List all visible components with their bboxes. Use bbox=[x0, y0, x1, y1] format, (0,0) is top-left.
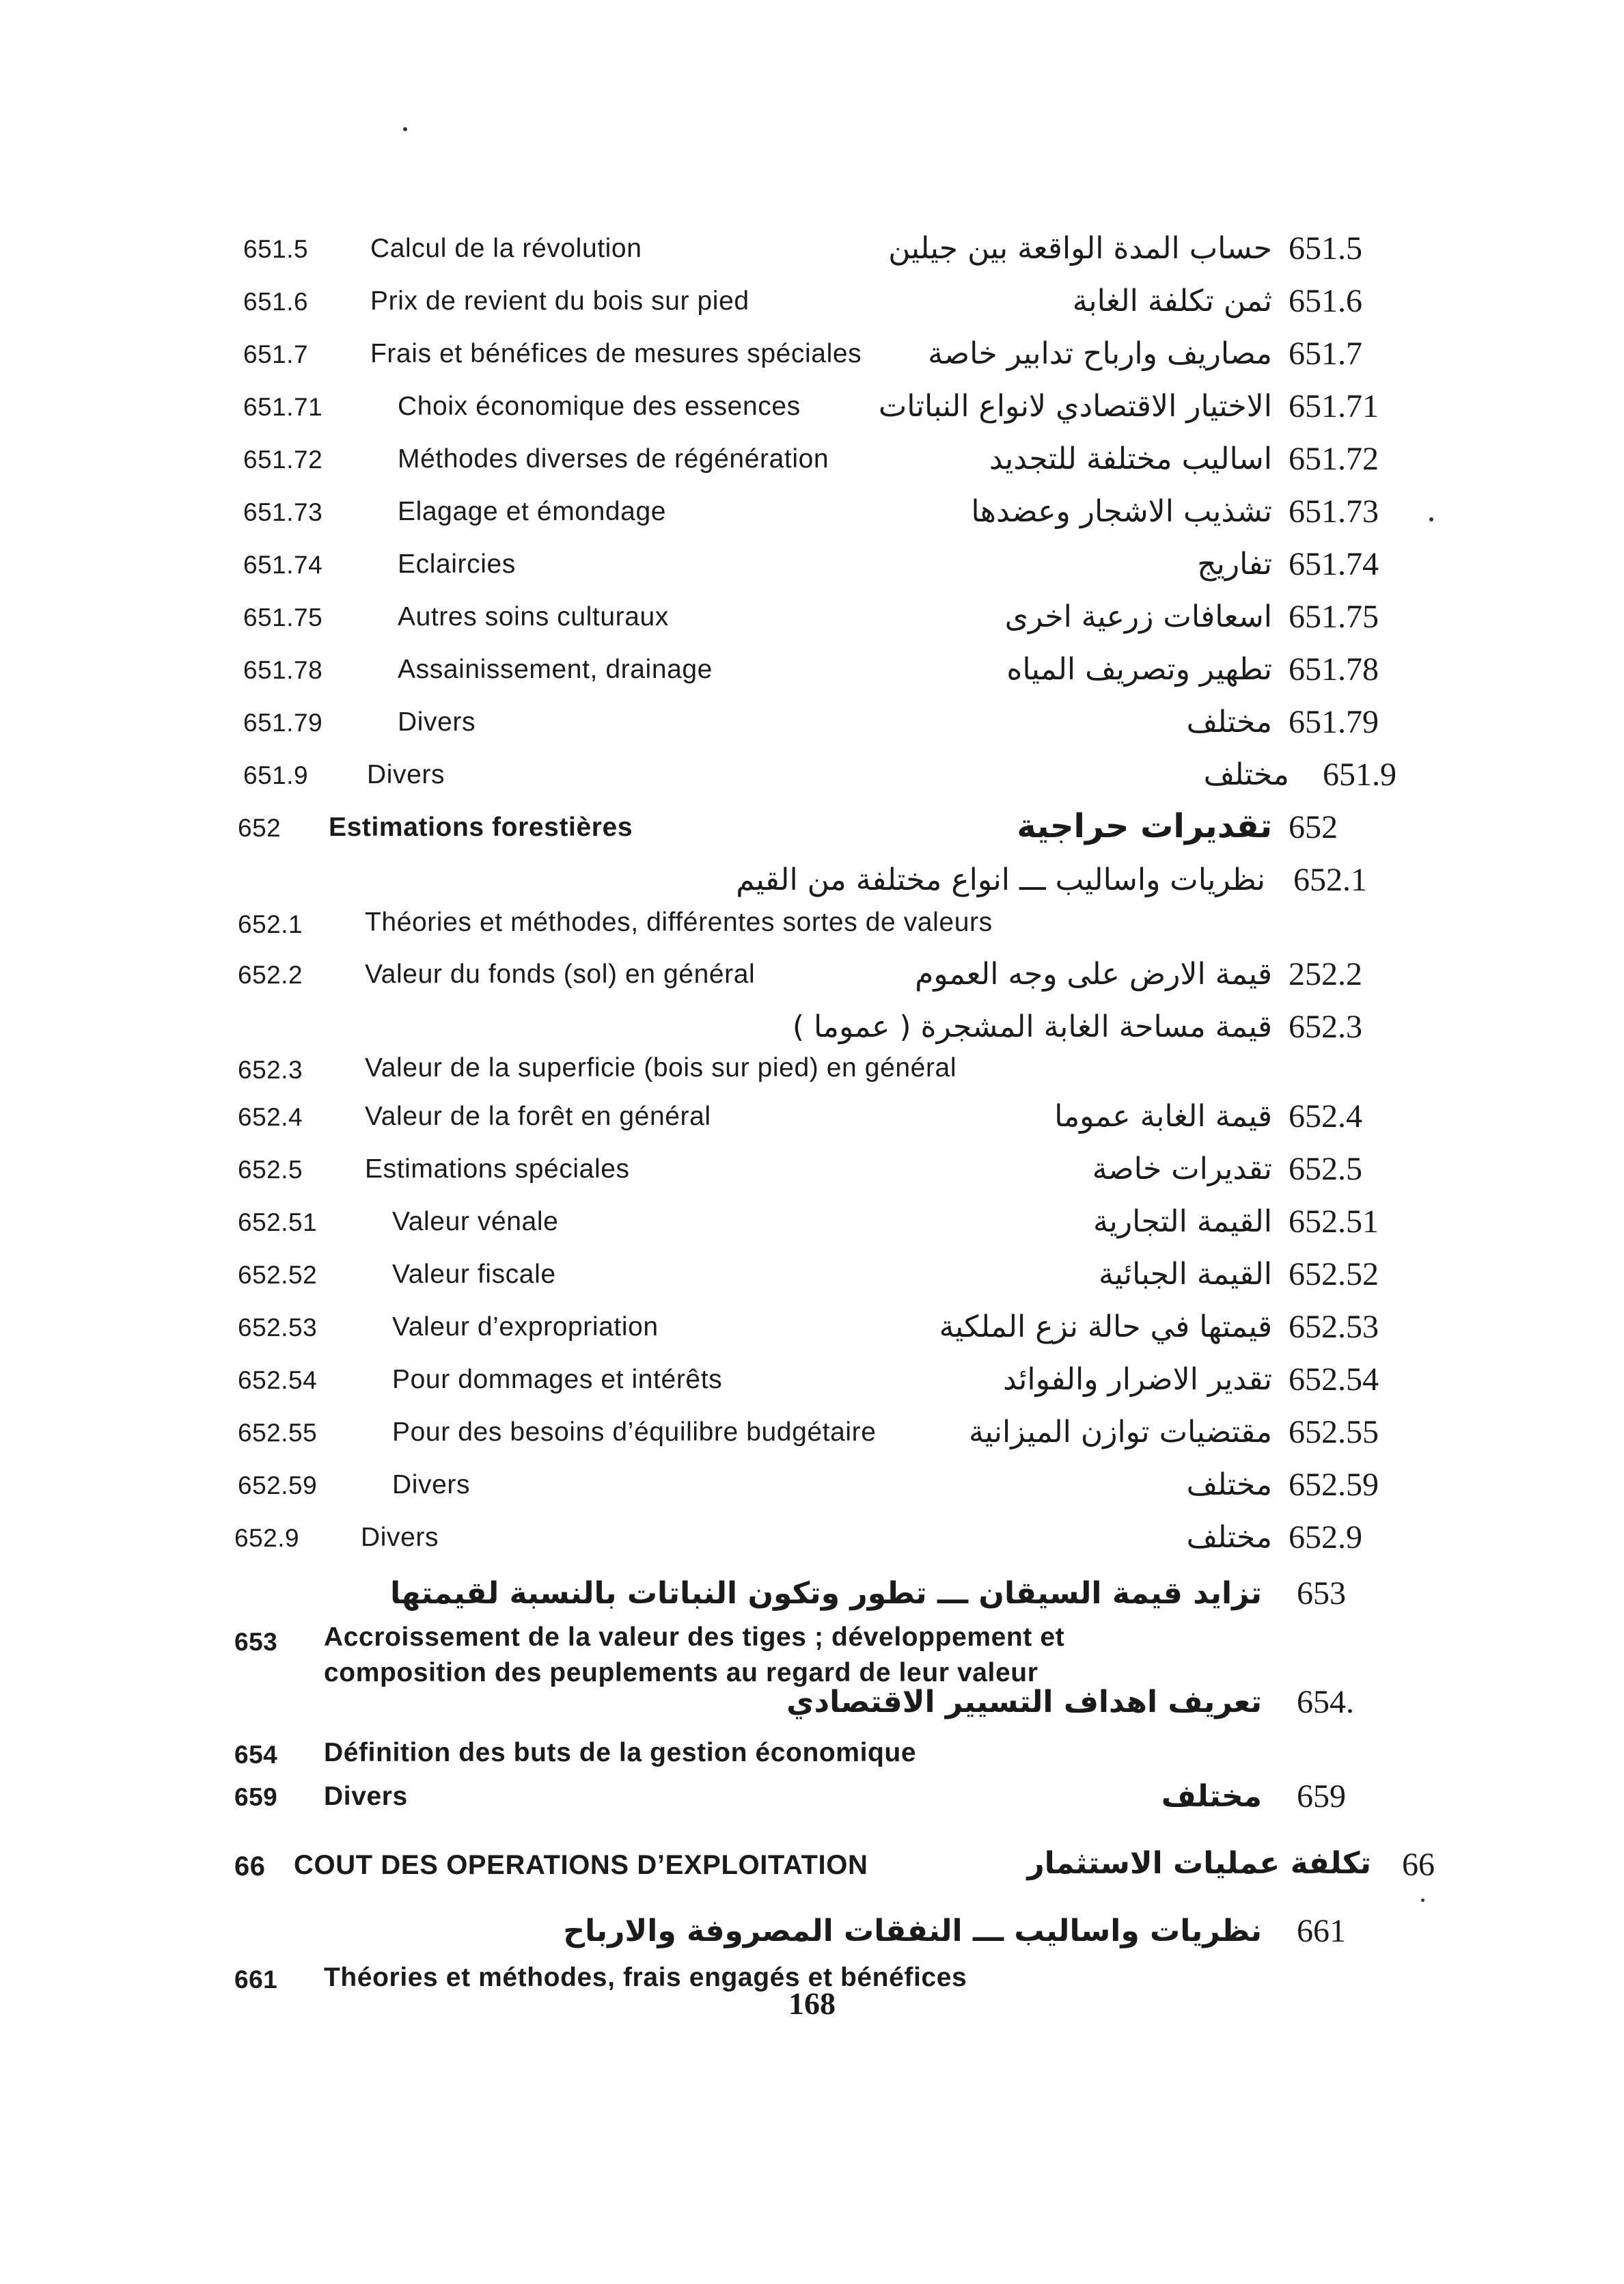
entry-code: 659 bbox=[234, 1783, 278, 1811]
entry-label-fr: Autres soins culturaux bbox=[398, 602, 669, 631]
entry-label-ar: قيمة الغابة عموما bbox=[1054, 1099, 1272, 1134]
entry-code: 66 bbox=[234, 1851, 266, 1881]
entry-code-ar: 651.72 bbox=[1289, 441, 1379, 477]
entry-label-ar: تطهير وتصريف المياه bbox=[1006, 652, 1272, 687]
entry-code-ar: 252.2 bbox=[1289, 956, 1362, 992]
entry-code-ar: 652.53 bbox=[1289, 1309, 1379, 1345]
entry-label-ar: تقدير الاضرار والفوائد bbox=[1003, 1362, 1272, 1397]
entry-label-ar: مختلف bbox=[1186, 1467, 1272, 1502]
entry-label-ar: ثمن تكلفة الغابة bbox=[1072, 284, 1272, 318]
entry-label-fr: Valeur d’expropriation bbox=[392, 1312, 659, 1342]
entry-code-ar: 651.75 bbox=[1289, 599, 1379, 635]
entry-code-ar: 651.79 bbox=[1289, 704, 1379, 740]
entry-code-ar: 651.9 bbox=[1323, 757, 1396, 793]
entry-code: 652.5 bbox=[238, 1156, 303, 1184]
entry-label-fr: Valeur de la forêt en général bbox=[365, 1102, 711, 1131]
entry-label-ar: تقديرات حراجية bbox=[1017, 807, 1272, 845]
entry-label-fr: Valeur du fonds (sol) en général bbox=[365, 960, 756, 989]
entry-code: 654 bbox=[234, 1741, 278, 1769]
entry-code: 651.6 bbox=[243, 288, 309, 316]
entry-code: 652.55 bbox=[238, 1419, 318, 1447]
entry-label-fr: Pour dommages et intérêts bbox=[392, 1365, 723, 1394]
entry-label-fr: Divers bbox=[367, 760, 445, 789]
entry-code: 651.74 bbox=[243, 551, 323, 579]
entry-label-fr: Méthodes diverses de régénération bbox=[398, 444, 829, 474]
entry-code: 652.4 bbox=[238, 1103, 303, 1131]
entry-code-ar: 651.6 bbox=[1289, 283, 1362, 319]
entry-code-ar: 651.73 bbox=[1289, 493, 1379, 530]
entry-label-fr: Frais et bénéfices de mesures spéciales bbox=[370, 339, 862, 368]
entry-code: 651.9 bbox=[243, 761, 309, 789]
entry-label-fr: COUT DES OPERATIONS D’EXPLOITATION bbox=[294, 1850, 868, 1880]
entry-label-fr: Prix de revient du bois sur pied bbox=[370, 286, 749, 316]
scan-speck bbox=[403, 127, 407, 131]
entry-code-ar: 652.51 bbox=[1289, 1204, 1379, 1240]
entry-label-fr: Divers bbox=[324, 1782, 408, 1811]
entry-label-fr: Définition des buts de la gestion économique bbox=[324, 1738, 917, 1767]
entry-label-fr: Accroissement de la valeur des tiges ; développement et composition des peuplements au regard de leur valeur bbox=[324, 1622, 1065, 1687]
entry-label-ar: تكلفة عمليات الاستثمار bbox=[1027, 1846, 1371, 1881]
scan-speck bbox=[1429, 517, 1433, 521]
entry-label-ar: القيمة الجبائية bbox=[1098, 1257, 1272, 1292]
entry-code-ar: 651.7 bbox=[1289, 336, 1362, 372]
entry-code: 651.73 bbox=[243, 498, 323, 526]
entry-label-fr: Calcul de la révolution bbox=[370, 234, 642, 263]
entry-code: 652 bbox=[238, 814, 281, 842]
entry-label-fr: Choix économique des essences bbox=[398, 392, 801, 421]
entry-label-fr: Théories et méthodes, frais engagés et bénéfices bbox=[324, 1963, 967, 1992]
entry-label-ar: القيمة التجارية bbox=[1093, 1204, 1272, 1239]
entry-label-ar: حساب المدة الواقعة بين جيلين bbox=[888, 231, 1272, 266]
entry-label-ar: مصاريف وارباح تدابير خاصة bbox=[928, 336, 1272, 371]
entry-label-ar: قيمتها في حالة نزع الملكية bbox=[939, 1309, 1272, 1344]
entry-label-ar: مختلف bbox=[1186, 705, 1272, 739]
entry-code-ar: 66 bbox=[1402, 1847, 1435, 1883]
entry-label-ar: نظريات واساليب ـــ انواع مختلفة من القيم bbox=[736, 862, 1265, 897]
entry-label-ar: تزايد قيمة السيقان ـــ تطور وتكون النباتات بالنسبة لقيمتها bbox=[390, 1576, 1262, 1611]
entry-code: 651.75 bbox=[243, 603, 323, 631]
entry-label-ar: قيمة الارض على وجه العموم bbox=[915, 957, 1272, 992]
entry-label-fr: Elagage et émondage bbox=[398, 497, 667, 526]
entry-code: 652.51 bbox=[238, 1208, 318, 1236]
entry-code-ar: 651.74 bbox=[1289, 546, 1379, 582]
entry-label-ar: تعريف اهداف التسيير الاقتصادي bbox=[786, 1685, 1262, 1719]
entry-code-ar: 651.5 bbox=[1289, 230, 1362, 267]
entry-code-ar: 661 bbox=[1297, 1913, 1346, 1949]
entry-code-ar: 654. bbox=[1297, 1684, 1354, 1720]
entry-code-ar: 652 bbox=[1289, 809, 1338, 845]
entry-label-fr: Assainissement, drainage bbox=[398, 655, 713, 684]
entry-code: 651.72 bbox=[243, 446, 323, 474]
entry-label-ar: قيمة مساحة الغابة المشجرة ( عموما ) bbox=[792, 1009, 1272, 1044]
entry-code: 651.5 bbox=[243, 235, 309, 263]
entry-code-ar: 652.5 bbox=[1289, 1151, 1362, 1187]
entry-label-fr: Eclaircies bbox=[398, 549, 516, 579]
entry-label-ar: تقديرات خاصة bbox=[1092, 1152, 1272, 1186]
entry-code-ar: 653 bbox=[1297, 1575, 1346, 1612]
entry-code-ar: 652.3 bbox=[1289, 1009, 1362, 1045]
entry-label-ar: تشذيب الاشجار وعضدها bbox=[971, 494, 1272, 529]
entry-label-fr: Pour des besoins d’équilibre budgétaire bbox=[392, 1417, 877, 1447]
entry-code: 652.2 bbox=[238, 961, 303, 989]
entry-label-fr: Estimations forestières bbox=[329, 813, 633, 842]
entry-label-fr: Divers bbox=[398, 707, 476, 737]
entry-code: 651.78 bbox=[243, 656, 323, 684]
entry-code-ar: 651.71 bbox=[1289, 388, 1379, 424]
entry-code-ar: 659 bbox=[1297, 1778, 1346, 1814]
entry-label-fr: Valeur fiscale bbox=[392, 1260, 556, 1289]
entry-code-ar: 651.78 bbox=[1289, 651, 1379, 688]
entry-label-ar: مختلف bbox=[1186, 1520, 1272, 1555]
entry-code-ar: 652.52 bbox=[1289, 1256, 1379, 1292]
entry-code: 661 bbox=[234, 1966, 278, 1994]
entry-code: 652.54 bbox=[238, 1366, 318, 1394]
entry-code: 652.9 bbox=[234, 1524, 300, 1552]
entry-code-ar: 652.59 bbox=[1289, 1467, 1379, 1503]
entry-label-ar: نظريات واساليب ـــ النفقات المصروفة والارباح bbox=[563, 1914, 1262, 1948]
entry-label-ar: مختلف bbox=[1203, 757, 1289, 792]
entry-code: 651.71 bbox=[243, 393, 323, 421]
entry-code: 652.1 bbox=[238, 910, 303, 938]
entry-code: 651.7 bbox=[243, 340, 309, 368]
entry-code: 652.53 bbox=[238, 1314, 318, 1342]
entry-label-ar: الاختيار الاقتصادي لانواع النباتات bbox=[878, 389, 1272, 424]
entry-label-fr: Estimations spéciales bbox=[365, 1154, 630, 1184]
entry-code: 653 bbox=[234, 1628, 278, 1656]
entry-code-ar: 652.54 bbox=[1289, 1361, 1379, 1398]
page-number: 168 bbox=[788, 1986, 836, 2021]
entry-label-fr: Valeur de la superficie (bois sur pied) en général bbox=[365, 1053, 957, 1083]
entry-code-ar: 652.1 bbox=[1293, 862, 1367, 898]
scan-speck bbox=[1421, 1899, 1425, 1902]
entry-label-fr: Théories et méthodes, différentes sortes de valeurs bbox=[365, 908, 993, 937]
entry-label-ar: مقتضيات توازن الميزانية bbox=[968, 1415, 1272, 1450]
entry-code-ar: 652.4 bbox=[1289, 1098, 1362, 1134]
entry-label-ar: اسعافات زرعية اخرى bbox=[1004, 599, 1272, 634]
entry-code: 652.3 bbox=[238, 1056, 303, 1084]
entry-label-fr: Divers bbox=[392, 1470, 471, 1499]
entry-label-ar: تفاريج bbox=[1197, 547, 1272, 582]
entry-code: 651.79 bbox=[243, 709, 323, 737]
entry-label-ar: اساليب مختلفة للتجديد bbox=[989, 441, 1272, 476]
entry-label-ar: مختلف bbox=[1161, 1779, 1262, 1814]
entry-label-fr: Valeur vénale bbox=[392, 1207, 559, 1236]
entry-code-ar: 652.9 bbox=[1289, 1519, 1362, 1555]
entry-code: 652.59 bbox=[238, 1471, 318, 1499]
entry-code: 652.52 bbox=[238, 1261, 318, 1289]
entry-code-ar: 652.55 bbox=[1289, 1414, 1379, 1450]
entry-label-fr: Divers bbox=[361, 1523, 439, 1552]
